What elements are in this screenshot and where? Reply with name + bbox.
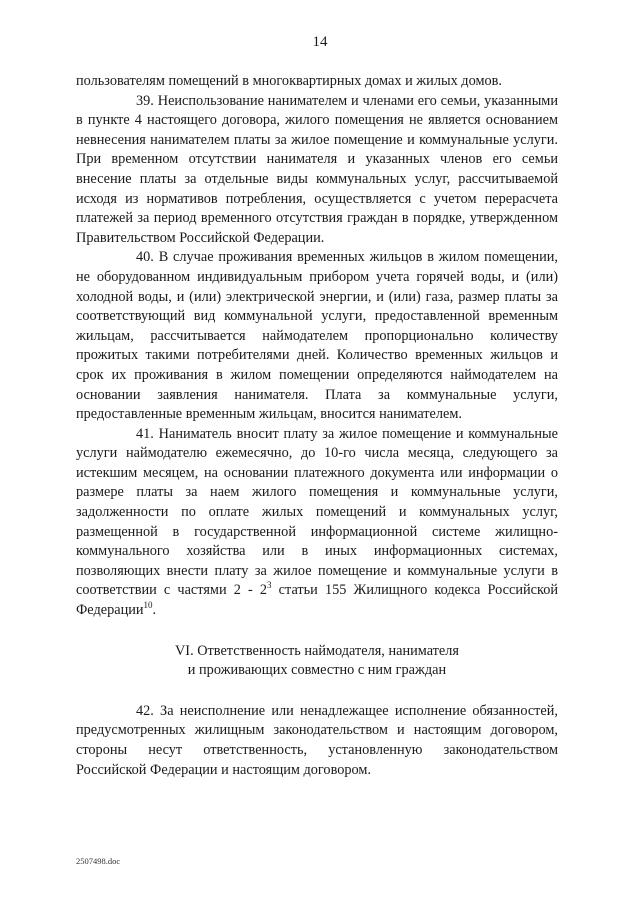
page-number: 14 (312, 34, 328, 50)
paragraph-41 (76, 425, 558, 621)
paragraph-40: 40. В случае проживания временных жильцов в жилом помещении, не оборудованном индивидуальным прибором учета горячей воды, и (или) холодной воды, и (или) электрической энергии, и (или) газа, размер платы за соответствующий вид коммунальной услуги, предоставленной временным жильцам, рассчитывается наймодателем пропорционально количеству прожитых такими потребителями дней. Количество временных жильцов и срок их проживания в жилом помещении определяются наймодателем на основании заявления нанимателя. Плата за коммунальные услуги, предоставленные временным жильцам, вносится нанимателем. (76, 249, 558, 423)
paragraph-41-text: 41. Наниматель вносит плату за жилое помещение и коммунальные услуги наймодателю ежемесячно, до 10-го числа месяца, следующего за истекшим месяцем, на основании платежного документа или информации о размере платы за наем жилого помещения и коммунальные услуги, задолженности по оплате жилых помещений и коммунальных услуг, размещенной в государственной информационной системе жилищно-коммунального хозяйства или в иных информационных системах, позволяющих внести плату за жилое помещение и коммунальные услуги в соответствии с частями 2 - 2 (76, 425, 558, 599)
document-body (76, 72, 558, 780)
footnote-ref-10[interactable]: 10 (143, 600, 153, 611)
footer-file-name: 2507498.doc (76, 856, 121, 866)
section-heading-line-1: VI. Ответственность наймодателя, нанимателя (174, 642, 459, 659)
paragraph-39: 39. Неиспользование нанимателем и членами его семьи, указанными в пункте 4 настоящего договора, жилого помещения не является основанием невнесения нанимателем платы за жилое помещение и коммунальные услуги. При временном отсутствии нанимателя и указанных членов его семьи внесение платы за отдельные виды коммунальных услуг, рассчитываемой исходя из нормативов потребления, осуществляется с учетом перерасчета платежей за период временного отсутствия граждан в порядке, утвержденном Правительством Российской Федерации. (76, 92, 558, 246)
paragraph-41-text-2: статьи 155 Жилищного кодекса Российской Федерации (76, 582, 558, 619)
paragraph-41-end: . (152, 602, 157, 619)
paragraph-42: 42. За неисполнение или ненадлежащее исполнение обязанностей, предусмотренных жилищным законодательством и настоящим договором, стороны несут ответственность, установленную законодательством Российской Федерации и настоящим договором. (76, 702, 558, 778)
paragraph-continuation: пользователям помещений в многоквартирных домах и жилых домов. (76, 73, 502, 89)
section-heading (76, 642, 558, 681)
section-heading-line-2: и проживающих совместно с ним граждан (187, 662, 447, 679)
superscript-3: 3 (267, 580, 272, 591)
